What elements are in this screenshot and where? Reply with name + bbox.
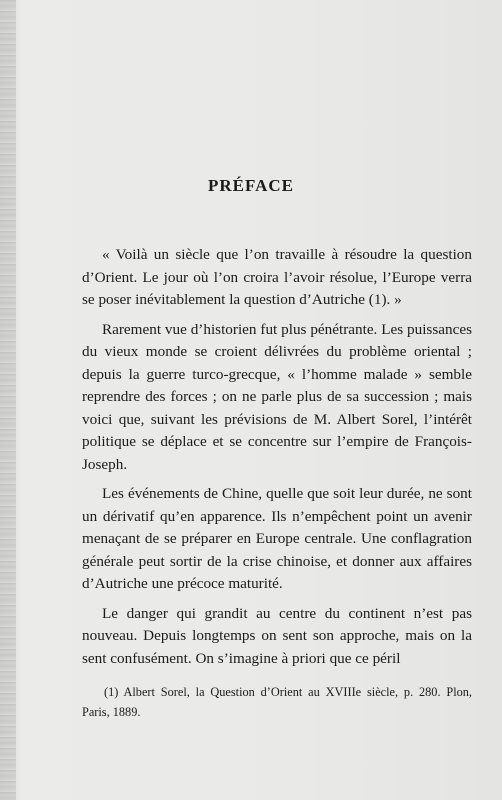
page-binding-edge xyxy=(0,0,16,800)
paragraph-4: Le danger qui grandit au centre du continent n’est pas nouveau. Depuis longtemps on sent son approche, mais on la sent confusément. On s’imagine à priori que ce péril xyxy=(82,604,472,667)
footnote xyxy=(82,682,472,722)
paragraph-3: Les événements de Chine, quelle que soit leur durée, ne sont un dérivatif qu’en apparence. Ils n’empêchent point un avenir menaçant de se préparer en Europe centrale. Une conflagration générale peut sortir de la crise chinoise, et donner aux affaires d’Autriche une précoce maturité. xyxy=(82,485,472,592)
page-title: PRÉFACE xyxy=(207,176,294,195)
body-text xyxy=(82,244,472,677)
footnote-text: (1) Albert Sorel, la Question d’Orient au XVIIIe siècle, p. 280. Plon, Paris, 1889. xyxy=(82,685,472,719)
paragraph-quote: « Voilà un siècle que l’on travaille à résoudre la question d’Orient. Le jour où l’on croira l’avoir résolue, l’Europe verra se poser inévitablement la question d’Autriche (1). » xyxy=(82,246,472,308)
paragraph-2: Rarement vue d’historien fut plus pénétrante. Les puissances du vieux monde se croient délivrées du problème oriental ; depuis la guerre turco-grecque, « l’homme malade » semble reprendre des forces ; on ne parle plus de sa succession ; mais voici que, suivant les prévisions de M. Albert Sorel, l’intérêt politique se déplace et se concentre sur l’empire de François-Joseph. xyxy=(82,320,472,473)
